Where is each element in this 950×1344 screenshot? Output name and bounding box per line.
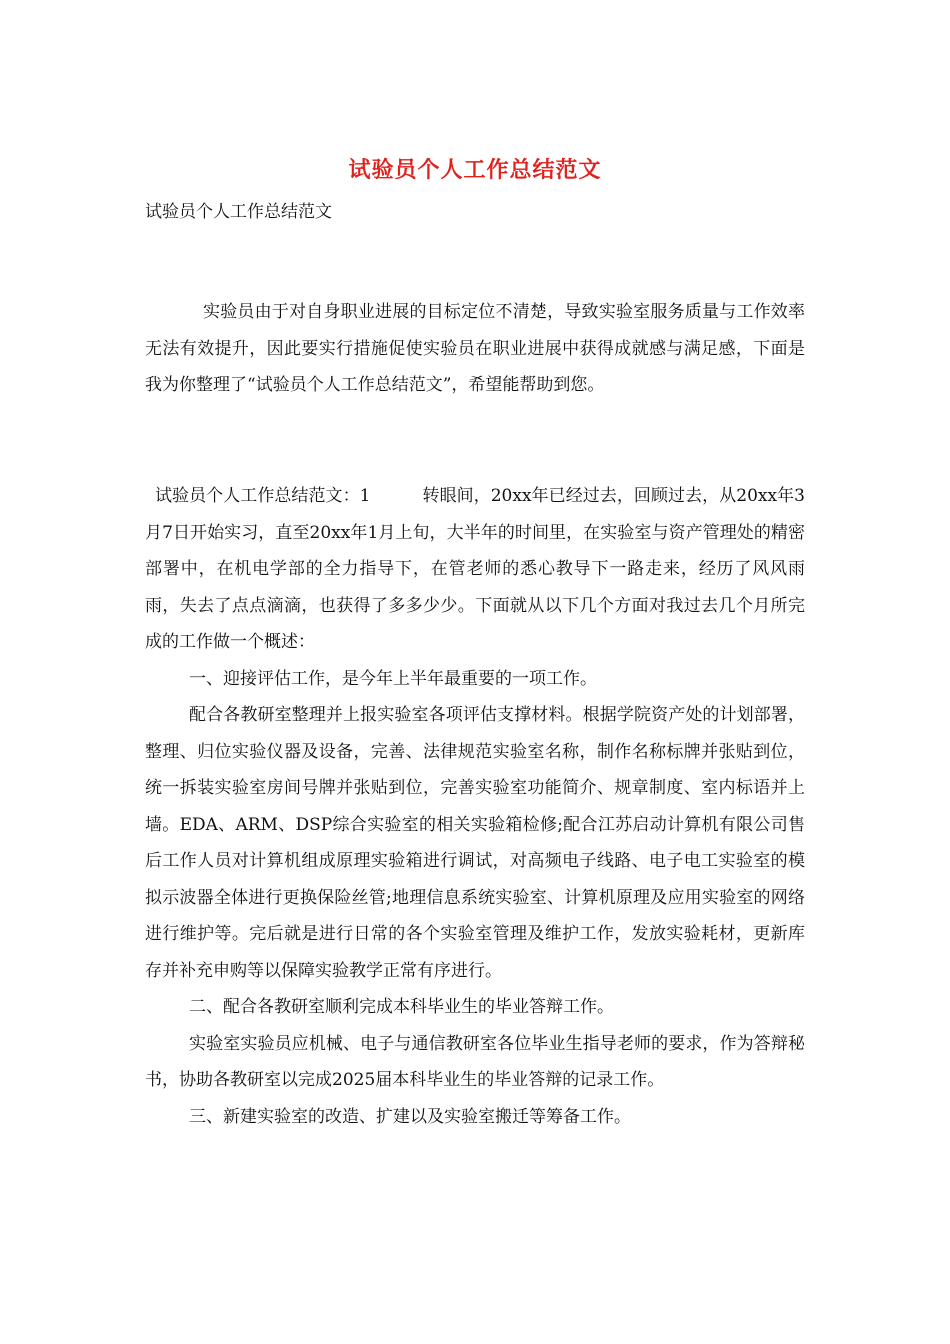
document-subtitle: 试验员个人工作总结范文 <box>145 202 332 222</box>
section1-label: 试验员个人工作总结范文：1 <box>155 486 371 506</box>
document-title: 试验员个人工作总结范文 <box>348 157 602 183</box>
section1-paragraph <box>145 478 805 661</box>
paragraph-2: 实验室实验员应机械、电子与通信教研室各位毕业生指导老师的要求，作为答辩秘书，协助各教研室以完成2025届本科毕业生的毕业答辩的记录工作。 <box>145 1033 805 1090</box>
section1-lead: 转眼间，20xx年已经过去，回顾过去，从20xx年3月7日开始实习，直至20xx年1月上旬，大半年的时间里，在实验室与资产管理处的精密部署中，在机电学部的全力指导下，在管老师的悉心教导下一路走来，经历了风风雨雨，失去了点点滴滴，也获得了多多少少。下面就从以下几个方面对我过去几个月所完成的工作做一个概述： <box>145 486 805 652</box>
intro-paragraph: 实验员由于对自身职业进展的目标定位不清楚，导致实验室服务质量与工作效率无法有效提升，因此要实行措施促使实验员在职业进展中获得成就感与满足感，下面是我为你整理了“试验员个人工作总结范文”，希望能帮助到您。 <box>145 302 805 395</box>
heading-2: 二、配合各教研室顺利完成本科毕业生的毕业答辩工作。 <box>189 997 614 1017</box>
heading-1: 一、迎接评估工作，是今年上半年最重要的一项工作。 <box>189 668 597 689</box>
paragraph-1: 配合各教研室整理并上报实验室各项评估支撑材料。根据学院资产处的计划部署，整理、归位实验仪器及设备，完善、法律规范实验室名称，制作名称标牌并张贴到位，统一拆装实验室房间号牌并张贴到位，完善实验室功能简介、规章制度、室内标语并上墙。EDA、ARM、DSP综合实验室的相关实验箱检修;配合江苏启动计算机有限公司售后工作人员对计算机组成原理实验箱进行调试，对高频电子线路、电子电工实验室的模拟示波器全体进行更换保险丝管;地理信息系统实验室、计算机原理及应用实验室的网络进行维护等。完后就是进行日常的各个实验室管理及维护工作，发放实验耗材，更新库存并补充申购等以保障实验教学正常有序进行。 <box>145 705 805 981</box>
heading-3: 三、新建实验室的改造、扩建以及实验室搬迁等筹备工作。 <box>189 1106 631 1127</box>
main-content <box>145 478 805 1135</box>
